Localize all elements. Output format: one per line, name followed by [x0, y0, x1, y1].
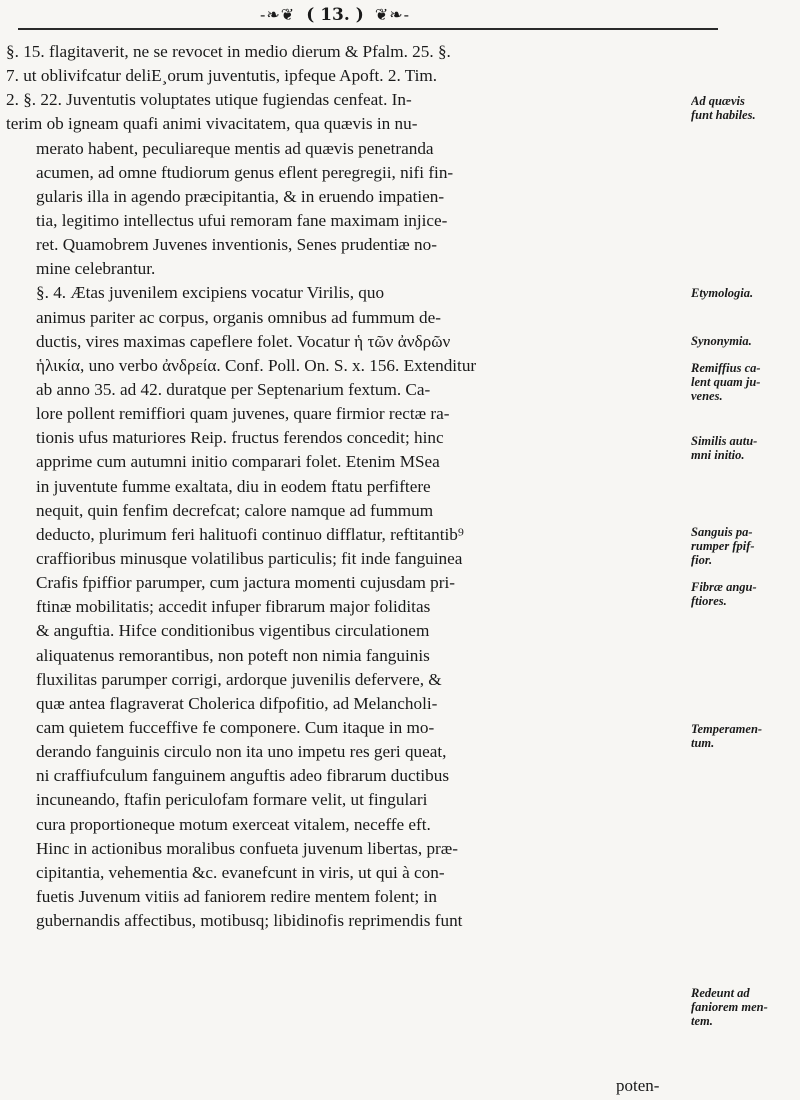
page-number: ( 13. ): [306, 4, 364, 25]
text-line: deducto, plurimum feri halituofi continuo difflatur, reftitantib⁹: [36, 524, 464, 544]
text-line: cipitantia, vehementia &c. evanefcunt in viris, ut qui à con-: [36, 862, 445, 882]
text-line: ductis, vires maximas capeflere folet. Vocatur ἡ τῶν ἀνδρῶν: [36, 331, 451, 351]
text-line: ἡλικία, uno verbo ἀνδρεία. Conf. Poll. On. S. x. 156. Extenditur: [36, 355, 477, 375]
margin-note-habiles: Ad quævis funt habiles.: [691, 94, 756, 122]
text-line: & anguftia. Hifce conditionibus vigentibus circulationem: [36, 621, 430, 641]
text-line: fuetis Juvenum vitiis ad faniorem redire mentem folent; in: [36, 886, 437, 906]
text-line: apprime cum autumni initio comparari folet. Etenim MSea: [36, 452, 440, 472]
margin-note-synonymia: Synonymia.: [691, 334, 752, 348]
margin-note-etymologia: Etymologia.: [691, 286, 754, 300]
text-line: merato habent, peculiareque mentis ad quævis penetranda: [36, 138, 434, 158]
text-line: nequit, quin fenfim decrefcat; calore namque ad fummum: [36, 500, 434, 520]
text-line: tia, legitimo intellectus ufui remoram fane maximam injice-: [36, 210, 448, 230]
text-line: lore pollent remiffiori quam juvenes, quare firmior rectæ ra-: [36, 404, 450, 424]
text-line: ni craffiufculum fanguinem anguftis adeo fibrarum ductibus: [36, 766, 450, 786]
catchword: poten-: [616, 1076, 660, 1095]
text-line: animus pariter ac corpus, organis omnibus ad fummum de-: [36, 307, 441, 327]
margin-note-fibrae: Fibræ angu- ftiores.: [691, 580, 757, 608]
text-line: cam quietem fucceffive fe componere. Cum itaque in mo-: [36, 717, 435, 737]
margin-note-autumni: Similis autu- mni initio.: [691, 434, 758, 462]
text-line: Hinc in actionibus moralibus confueta juvenum libertas, præ-: [36, 838, 458, 858]
text-line: cura proportioneque motum exerceat vitalem, neceffe eft.: [36, 814, 431, 834]
text-line: ftinæ mobilitatis; accedit infuper fibrarum major foliditas: [36, 597, 431, 617]
header-ornament-left: -❧❦: [259, 5, 296, 24]
margin-note-redeunt: Redeunt ad faniorem men- tem.: [691, 986, 768, 1028]
text-line: acumen, ad omne ftudiorum genus eflent peregregii, nifi fin-: [36, 162, 454, 182]
margin-note-temperamentum: Temperamen- tum.: [691, 722, 763, 750]
text-line: 7. ut oblivifcatur deliЕ¸orum juventutis, ipfeque Apoft. 2. Tim.: [6, 66, 438, 86]
text-line: in juventute fumme exaltata, diu in eodem ftatu perfiftere: [36, 476, 431, 496]
main-text-block: [6, 40, 690, 933]
text-line: tionis ufus maturiores Reip. fructus ferendos concedit; hinc: [36, 428, 444, 448]
text-line: quæ antea flagraverat Cholerica difpofitio, ad Melancholi-: [36, 693, 438, 713]
margin-note-sanguis: Sanguis pa- rumper fpif- fior.: [691, 525, 755, 567]
text-line: 2. §. 22. Juventutis voluptates utique fugiendas cenfeat. In-: [6, 90, 412, 110]
text-line: fluxilitas parumper corrigi, ardorque juvenilis defervere, &: [36, 669, 442, 689]
margin-note-remissius: Remiffius ca- lent quam ju- venes.: [691, 361, 761, 403]
text-line: ab anno 35. ad 42. duratque per Septenarium fextum. Ca-: [36, 379, 431, 399]
header-ornament-right: ❦❧-: [374, 5, 411, 24]
text-line: mine celebrantur.: [36, 259, 156, 279]
page-header: [235, 4, 435, 30]
text-line: incuneando, ftafin periculofam formare velit, ut fingulari: [36, 790, 428, 810]
text-line: ret. Quamobrem Juvenes inventionis, Senes prudentiæ no-: [36, 235, 437, 255]
text-line: derando fanguinis circulo non ita uno impetu res geri queat,: [36, 742, 447, 762]
text-line: gubernandis affectibus, motibusq; libidinofis reprimendis funt: [36, 911, 463, 931]
text-line: §. 15. flagitaverit, ne se revocet in medio dierum & Pfalm. 25. §.: [6, 42, 451, 61]
text-line: aliquatenus remorantibus, non poteft non nimia fanguinis: [36, 645, 430, 665]
text-line: gularis illa in agendo præcipitantia, & in eruendo impatien-: [36, 186, 445, 206]
text-line: §. 4. Ætas juvenilem excipiens vocatur Virilis, quo: [36, 283, 385, 303]
text-line: terim ob igneam quafi animi vivacitatem, qua quævis in nu-: [6, 114, 418, 134]
text-line: Crafis fpiffior parumper, cum jactura momenti cujusdam pri-: [36, 573, 456, 593]
text-line: craffioribus minusque volatilibus particulis; fit inde fanguinea: [36, 548, 463, 568]
header-rule: [18, 28, 718, 30]
